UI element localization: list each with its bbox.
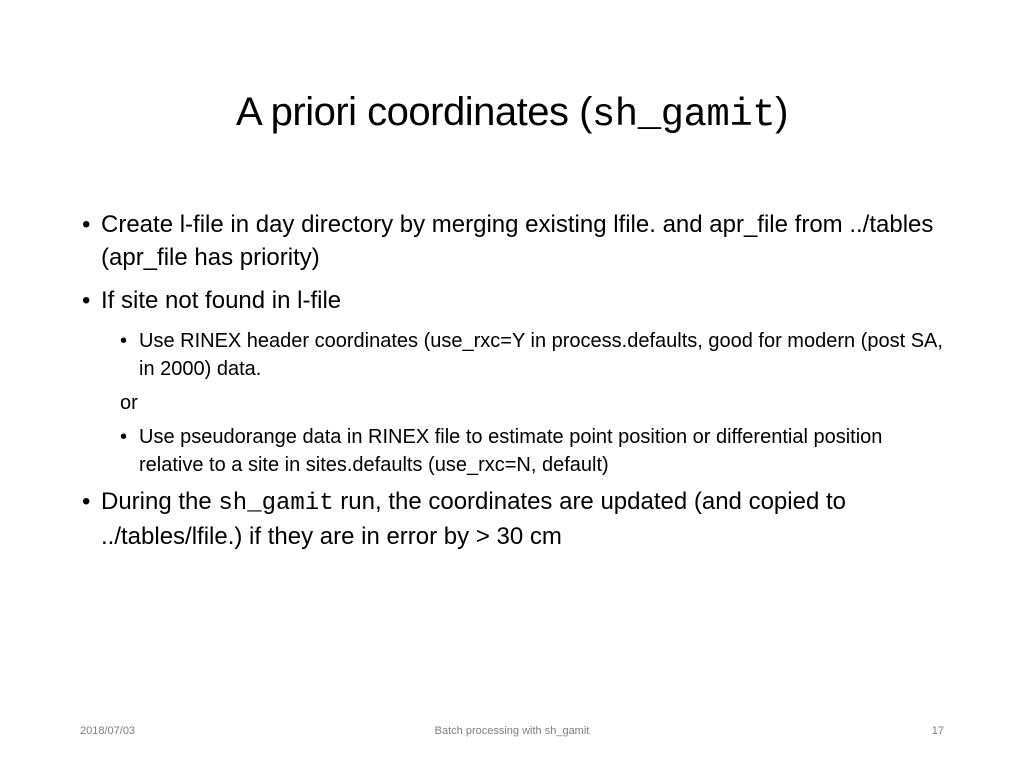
sub-bullet-text: Use RINEX header coordinates (use_rxc=Y in process.defaults, good for modern (post SA, in 2000) data. [139,330,943,380]
bullet-icon: • [82,287,91,314]
sub-bullet-icon: • [120,426,128,448]
bullet-text-pre: During the [101,488,219,515]
title-close: ) [775,90,788,134]
title-text: A priori coordinates ( [236,90,592,134]
bullet-text: Create l-file in day directory by merging existing lfile. and apr_file from ../tables (apr_file has priority) [101,211,934,271]
slide-body [80,208,950,563]
bullet-text: If site not found in l-file [101,287,342,314]
title-code: sh_gamit [591,93,776,137]
sub-bullet-item [80,327,950,383]
footer-title: Batch processing with sh_gamit [434,725,590,737]
bullet-code: sh_gamit [218,490,334,517]
bullet-item [80,284,950,317]
bullet-icon: • [82,211,91,238]
bullet-text-post: run, the coordinates are updated (and copied to ../tables/lfile.) if they are in error by > 30 cm [101,488,846,550]
or-text: or [120,392,138,414]
bullet-icon: • [82,488,91,515]
bullet-item [80,208,950,274]
footer-date: 2018/07/03 [80,725,136,737]
sub-bullet-icon: • [120,330,128,352]
footer-page-number: 17 [931,725,944,737]
sub-bullet-text: Use pseudorange data in RINEX file to estimate point position or differential position relative to a site in sites.defaults (use_rxc=N, default) [139,426,883,476]
sub-bullet-item [80,423,950,479]
slide-title [0,84,1024,143]
bullet-item [80,485,950,553]
